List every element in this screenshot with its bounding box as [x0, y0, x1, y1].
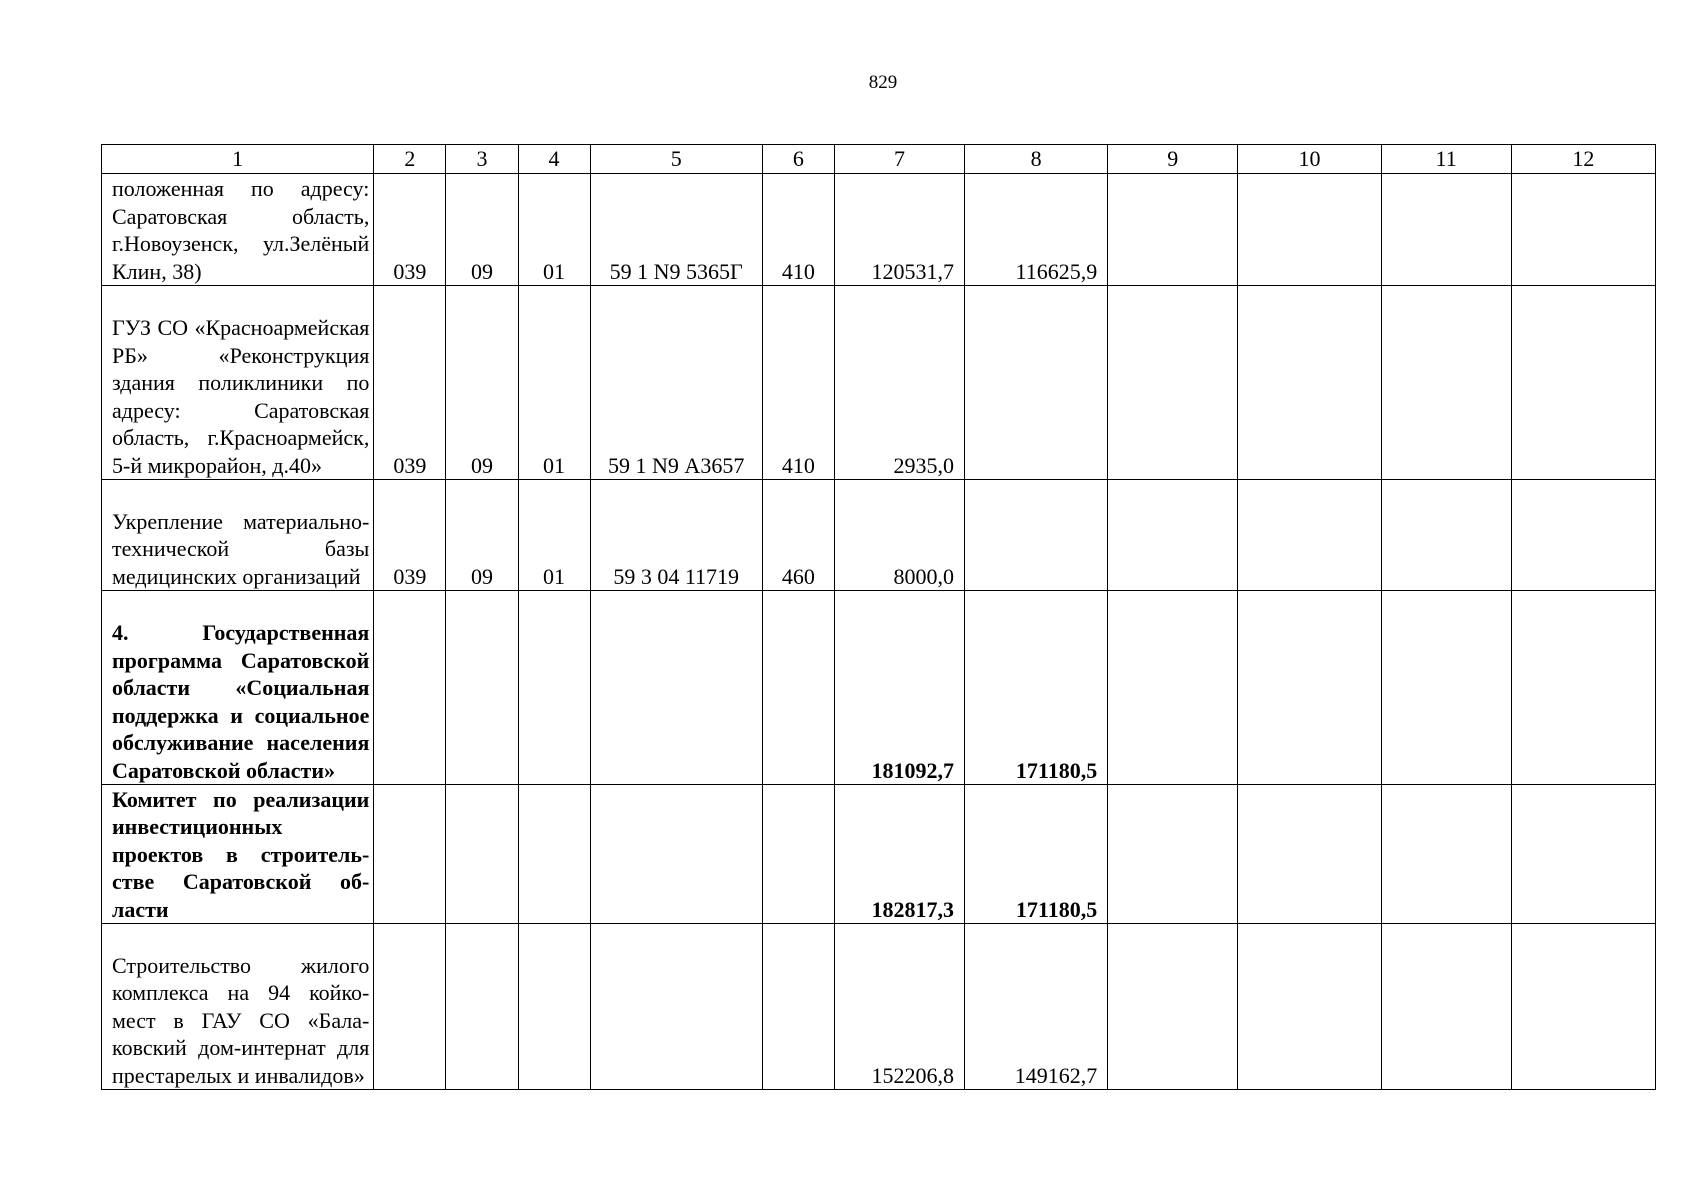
cell-col8: 171180,5	[965, 591, 1108, 785]
table-row	[102, 591, 1656, 785]
cell-target-article	[590, 924, 762, 1090]
cell-empty	[1238, 924, 1381, 1090]
table-row	[102, 924, 1656, 1090]
column-header: 1	[102, 145, 374, 174]
cell-section	[446, 924, 518, 1090]
row-name: 4. Государственная программа Саратовской области «Социальная поддержка и социальное обслуживание населения Саратовской области»	[102, 591, 374, 785]
cell-expense-type	[762, 785, 834, 924]
cell-subsection	[518, 785, 590, 924]
row-name: ГУЗ СО «Красноармейская РБ» «Реконструкция здания поликлиники по адресу: Саратовская область, г.Красноармейск, 5-й микрорайон, д.40»	[102, 286, 374, 480]
row-name: Строительство жилого комплекса на 94 койко-мест в ГАУ СО «Балаковский дом-интернат для престарелых и инвалидов»	[102, 924, 374, 1090]
cell-col7: 181092,7	[834, 591, 964, 785]
table-row	[102, 286, 1656, 480]
cell-empty	[1381, 286, 1511, 480]
row-name: Комитет по реализации инвестиционных проектов в строительстве Саратовской области	[102, 785, 374, 924]
cell-empty	[1511, 480, 1655, 591]
budget-table	[101, 144, 1656, 1090]
column-header: 12	[1511, 145, 1655, 174]
cell-col7: 182817,3	[834, 785, 964, 924]
cell-col8	[965, 286, 1108, 480]
cell-target-article: 59 1 N9 5365Г	[590, 174, 762, 286]
table-row	[102, 785, 1656, 924]
cell-ministry	[374, 591, 446, 785]
cell-expense-type	[762, 924, 834, 1090]
cell-section: 09	[446, 286, 518, 480]
cell-section	[446, 591, 518, 785]
cell-col8: 149162,7	[965, 924, 1108, 1090]
cell-empty	[1238, 785, 1381, 924]
cell-empty	[1511, 591, 1655, 785]
cell-target-article	[590, 591, 762, 785]
cell-target-article: 59 1 N9 А3657	[590, 286, 762, 480]
column-header: 4	[518, 145, 590, 174]
cell-ministry: 039	[374, 174, 446, 286]
column-header: 2	[374, 145, 446, 174]
cell-subsection: 01	[518, 286, 590, 480]
cell-ministry: 039	[374, 480, 446, 591]
cell-subsection: 01	[518, 174, 590, 286]
table-row	[102, 174, 1656, 286]
cell-subsection	[518, 924, 590, 1090]
column-header: 7	[834, 145, 964, 174]
cell-empty	[1511, 286, 1655, 480]
cell-empty	[1108, 480, 1238, 591]
cell-target-article: 59 3 04 11719	[590, 480, 762, 591]
cell-expense-type	[762, 591, 834, 785]
cell-empty	[1381, 591, 1511, 785]
cell-section: 09	[446, 174, 518, 286]
cell-col7: 152206,8	[834, 924, 964, 1090]
cell-subsection	[518, 591, 590, 785]
table-row	[102, 480, 1656, 591]
page-number: 829	[868, 72, 898, 93]
cell-expense-type: 460	[762, 480, 834, 591]
cell-empty	[1108, 286, 1238, 480]
cell-section: 09	[446, 480, 518, 591]
cell-empty	[1108, 924, 1238, 1090]
cell-empty	[1381, 924, 1511, 1090]
cell-col8	[965, 480, 1108, 591]
cell-expense-type: 410	[762, 174, 834, 286]
cell-ministry: 039	[374, 286, 446, 480]
row-name: положенная по адресу: Саратовская область, г.Новоузенск, ул.Зелёный Клин, 38)	[102, 174, 374, 286]
cell-ministry	[374, 924, 446, 1090]
cell-col7: 120531,7	[834, 174, 964, 286]
cell-section	[446, 785, 518, 924]
cell-empty	[1108, 785, 1238, 924]
cell-empty	[1381, 174, 1511, 286]
cell-empty	[1238, 286, 1381, 480]
column-header: 8	[965, 145, 1108, 174]
cell-empty	[1108, 174, 1238, 286]
cell-ministry	[374, 785, 446, 924]
cell-empty	[1511, 924, 1655, 1090]
row-name: Укрепление материально-технической базы медицинских организаций	[102, 480, 374, 591]
cell-col8: 116625,9	[965, 174, 1108, 286]
column-header: 9	[1108, 145, 1238, 174]
cell-empty	[1238, 480, 1381, 591]
column-header: 10	[1238, 145, 1381, 174]
header-row	[102, 145, 1656, 174]
column-header: 5	[590, 145, 762, 174]
column-header: 3	[446, 145, 518, 174]
cell-empty	[1381, 785, 1511, 924]
cell-empty	[1238, 591, 1381, 785]
cell-col7: 8000,0	[834, 480, 964, 591]
cell-expense-type: 410	[762, 286, 834, 480]
cell-empty	[1238, 174, 1381, 286]
cell-col7: 2935,0	[834, 286, 964, 480]
cell-target-article	[590, 785, 762, 924]
cell-empty	[1511, 174, 1655, 286]
cell-empty	[1381, 480, 1511, 591]
cell-col8: 171180,5	[965, 785, 1108, 924]
cell-empty	[1108, 591, 1238, 785]
cell-empty	[1511, 785, 1655, 924]
column-header: 11	[1381, 145, 1511, 174]
column-header: 6	[762, 145, 834, 174]
cell-subsection: 01	[518, 480, 590, 591]
